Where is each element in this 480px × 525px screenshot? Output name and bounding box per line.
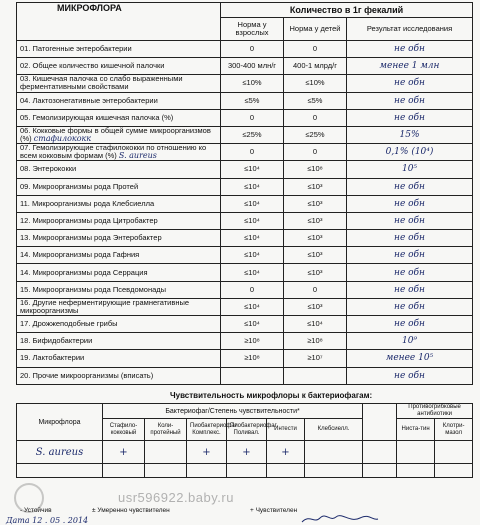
row-child-norm: 0 <box>284 109 347 126</box>
sensitivity-title: Чувствительность микрофлоры к бактериофагам: <box>170 391 373 400</box>
row-adult-norm: ≤10⁴ <box>221 212 284 229</box>
sens-col-empty <box>363 404 397 441</box>
report-date: Дата 12 . 05 . 2014 <box>6 516 89 525</box>
table-row <box>17 230 473 247</box>
table-row <box>17 58 473 75</box>
sens-sub-coli: Коли-протейный <box>145 419 187 441</box>
row-adult-norm: ≤5% <box>221 92 284 109</box>
row-result: 0,1% (10⁴) <box>347 144 473 161</box>
sens-val-coli <box>145 441 187 464</box>
row-child-norm: ≤10³ <box>284 264 347 281</box>
row-child-norm: ≤10³ <box>284 247 347 264</box>
row-name-text: 03. Кишечная палочка со слабо выраженными ферментативными свойствами <box>20 74 183 92</box>
row-name-text: 02. Общее количество кишечной палочки <box>20 61 165 71</box>
row-name <box>17 75 221 92</box>
table-row <box>17 92 473 109</box>
row-adult-norm: ≤10⁴ <box>221 161 284 178</box>
row-result: не обн <box>347 75 473 92</box>
row-name <box>17 230 221 247</box>
row-adult-norm: ≤25% <box>221 126 284 143</box>
row-result: не обн <box>347 247 473 264</box>
row-result: не обн <box>347 367 473 384</box>
table-row <box>17 333 473 350</box>
row-name-handwritten: S. aureus <box>118 151 157 161</box>
sens-row <box>17 441 473 464</box>
table-row <box>17 247 473 264</box>
row-adult-norm: ≤10% <box>221 75 284 92</box>
sens-val-empty <box>363 441 397 464</box>
row-child-norm: ≤10⁸ <box>284 161 347 178</box>
row-child-norm: 0 <box>284 41 347 58</box>
signature <box>300 514 380 524</box>
sens-val-klebs <box>305 441 363 464</box>
row-child-norm: ≤5% <box>284 92 347 109</box>
row-name <box>17 298 221 315</box>
row-name <box>17 178 221 195</box>
sens-val-intesti: + <box>267 441 305 464</box>
row-adult-norm: ≤10⁴ <box>221 178 284 195</box>
row-name-text: 12. Микроорганизмы рода Цитробактер <box>20 215 158 225</box>
row-result: не обн <box>347 178 473 195</box>
row-adult-norm: ≤10⁴ <box>221 195 284 212</box>
row-result: не обн <box>347 298 473 315</box>
row-adult-norm: 0 <box>221 109 284 126</box>
row-adult-norm: ≤10⁴ <box>221 298 284 315</box>
sensitivity-table <box>16 403 473 478</box>
row-result: не обн <box>347 281 473 298</box>
row-child-norm: ≤10³ <box>284 230 347 247</box>
sens-sub-clotrimazole: Клотри-мазол <box>435 419 473 441</box>
row-result: не обн <box>347 230 473 247</box>
row-name <box>17 126 221 143</box>
row-name <box>17 281 221 298</box>
sens-col-antifungal: Противогрибковые антибиотики <box>397 404 473 419</box>
row-adult-norm: ≤10⁴ <box>221 316 284 333</box>
sens-col-group: Бактериофаг/Степень чувствительности* <box>103 404 363 419</box>
sens-val-staph: + <box>103 441 145 464</box>
row-name-text: 07. Гемолизирующие стафилококки по отношению ко всем кокковым формам (%) <box>20 143 207 161</box>
table-row <box>17 161 473 178</box>
row-adult-norm: 0 <box>221 144 284 161</box>
row-child-norm: ≤10³ <box>284 178 347 195</box>
row-adult-norm: ≤10⁴ <box>221 264 284 281</box>
row-result: не обн <box>347 316 473 333</box>
row-adult-norm: 300-400 млн/г <box>221 58 284 75</box>
row-name-text: 14. Микроорганизмы рода Серрация <box>20 267 148 277</box>
row-child-norm: 0 <box>284 144 347 161</box>
row-adult-norm: 0 <box>221 281 284 298</box>
row-name-text: 09. Микроорганизмы рода Протей <box>20 181 139 191</box>
row-name-text: 08. Энтерококки <box>20 164 77 174</box>
table-row <box>17 41 473 58</box>
row-result: не обн <box>347 41 473 58</box>
sens-empty-cell <box>17 464 103 478</box>
row-name <box>17 316 221 333</box>
table-row <box>17 212 473 229</box>
row-result: менее 1 млн <box>347 58 473 75</box>
row-name <box>17 161 221 178</box>
row-name <box>17 350 221 367</box>
sens-sub-staph: Стафило-кокковый <box>103 419 145 441</box>
sens-val-pyo-complex: + <box>187 441 227 464</box>
row-name-text: 14. Микроорганизмы рода Гафния <box>20 250 140 260</box>
row-name-text: 20. Прочие микроорганизмы (вписать) <box>20 370 154 380</box>
sens-empty-cell <box>435 464 473 478</box>
row-child-norm: 0 <box>284 281 347 298</box>
legend-sensitive: + Чувствителен <box>250 507 298 514</box>
sens-empty-cell <box>267 464 305 478</box>
sens-sub-nystatin: Ниста-тин <box>397 419 435 441</box>
row-adult-norm: ≤10⁴ <box>221 247 284 264</box>
sens-sub-intesti: Интести <box>267 419 305 441</box>
row-name <box>17 264 221 281</box>
row-name-text: 04. Лактозонегативные энтеробактерии <box>20 95 158 105</box>
row-name <box>17 41 221 58</box>
table-row <box>17 367 473 384</box>
legend-moderate: ± Умеренно чувствителен <box>92 507 170 514</box>
row-child-norm: ≤10% <box>284 75 347 92</box>
row-name-text: 05. Гемолизирующая кишечная палочка (%) <box>20 112 174 122</box>
row-result: не обн <box>347 92 473 109</box>
sens-val-pyo-poly: + <box>227 441 267 464</box>
sens-empty-cell <box>103 464 145 478</box>
sens-empty-cell <box>397 464 435 478</box>
table-row <box>17 316 473 333</box>
legend-resistant: - Устойчив <box>20 507 52 514</box>
row-result: не обн <box>347 195 473 212</box>
watermark: usr596922.baby.ru <box>118 490 234 505</box>
table-row <box>17 281 473 298</box>
row-result: не обн <box>347 264 473 281</box>
sens-sub-pyo-poly: Пиобактериофаг Поливал. <box>227 419 267 441</box>
row-name <box>17 333 221 350</box>
row-name <box>17 367 221 384</box>
sens-empty-cell <box>363 464 397 478</box>
table-row <box>17 126 473 143</box>
row-name-text: 15. Микроорганизмы рода Псевдомонады <box>20 284 167 294</box>
row-child-norm: 400-1 млрд/г <box>284 58 347 75</box>
row-child-norm: ≤10³ <box>284 212 347 229</box>
row-name-text: 01. Патогенные энтеробактерии <box>20 44 132 54</box>
row-name-text: 13. Микроорганизмы рода Энтеробактер <box>20 233 162 243</box>
sens-col-microflora: Микрофлора <box>17 404 103 441</box>
sens-val-clotrimazole <box>435 441 473 464</box>
table-row <box>17 109 473 126</box>
row-child-norm: ≤25% <box>284 126 347 143</box>
microflora-table <box>16 2 473 385</box>
row-name-text: 11. Микроорганизмы рода Клебсиелла <box>20 198 155 208</box>
table-row <box>17 178 473 195</box>
col-header-microflora: МИКРОФЛОРА <box>17 3 221 41</box>
row-name <box>17 144 221 161</box>
row-name-text: 18. Бифидобактерии <box>20 336 93 346</box>
row-name <box>17 109 221 126</box>
row-name <box>17 247 221 264</box>
table-row <box>17 195 473 212</box>
row-child-norm <box>284 367 347 384</box>
col-header-quantity: Количество в 1г фекалий <box>221 3 473 18</box>
col-header-adults: Норма у взрослых <box>221 18 284 41</box>
table-row <box>17 75 473 92</box>
table-row <box>17 264 473 281</box>
row-name-text: 06. Кокковые формы в общей сумме микроорганизмов (%) <box>20 126 211 144</box>
table-row <box>17 350 473 367</box>
sens-empty-cell <box>187 464 227 478</box>
row-result: 15% <box>347 126 473 143</box>
row-name-text: 19. Лактобактерии <box>20 353 85 363</box>
row-result: менее 10⁵ <box>347 350 473 367</box>
sens-sub-klebs: Клебсиелл. <box>305 419 363 441</box>
sens-sub-pyo-complex: Пиобактериофаг Комплекс. <box>187 419 227 441</box>
row-adult-norm <box>221 367 284 384</box>
table-row <box>17 298 473 315</box>
row-name <box>17 58 221 75</box>
col-header-children: Норма у детей <box>284 18 347 41</box>
row-name-handwritten: стафилококк <box>33 134 92 144</box>
row-name <box>17 195 221 212</box>
row-child-norm: ≥10⁸ <box>284 333 347 350</box>
row-child-norm: ≤10⁴ <box>284 316 347 333</box>
col-header-result: Результат исследования <box>347 18 473 41</box>
sens-organism: S. aureus <box>17 441 103 464</box>
sens-val-nystatin <box>397 441 435 464</box>
row-result: не обн <box>347 109 473 126</box>
sens-empty-cell <box>305 464 363 478</box>
row-adult-norm: 0 <box>221 41 284 58</box>
table-row <box>17 144 473 161</box>
row-result: 10⁵ <box>347 161 473 178</box>
row-name <box>17 92 221 109</box>
row-name-text: 17. Дрожжеподобные грибы <box>20 319 118 329</box>
row-child-norm: ≤10³ <box>284 298 347 315</box>
row-result: 10⁹ <box>347 333 473 350</box>
row-name <box>17 212 221 229</box>
row-child-norm: ≥10⁷ <box>284 350 347 367</box>
row-adult-norm: ≥10⁸ <box>221 350 284 367</box>
row-result: не обн <box>347 212 473 229</box>
row-child-norm: ≤10³ <box>284 195 347 212</box>
sens-empty-cell <box>145 464 187 478</box>
sens-empty-cell <box>227 464 267 478</box>
row-adult-norm: ≥10⁸ <box>221 333 284 350</box>
row-adult-norm: ≤10⁴ <box>221 230 284 247</box>
row-name-text: 16. Другие неферментирующие грамнегативные микроорганизмы <box>20 297 190 315</box>
